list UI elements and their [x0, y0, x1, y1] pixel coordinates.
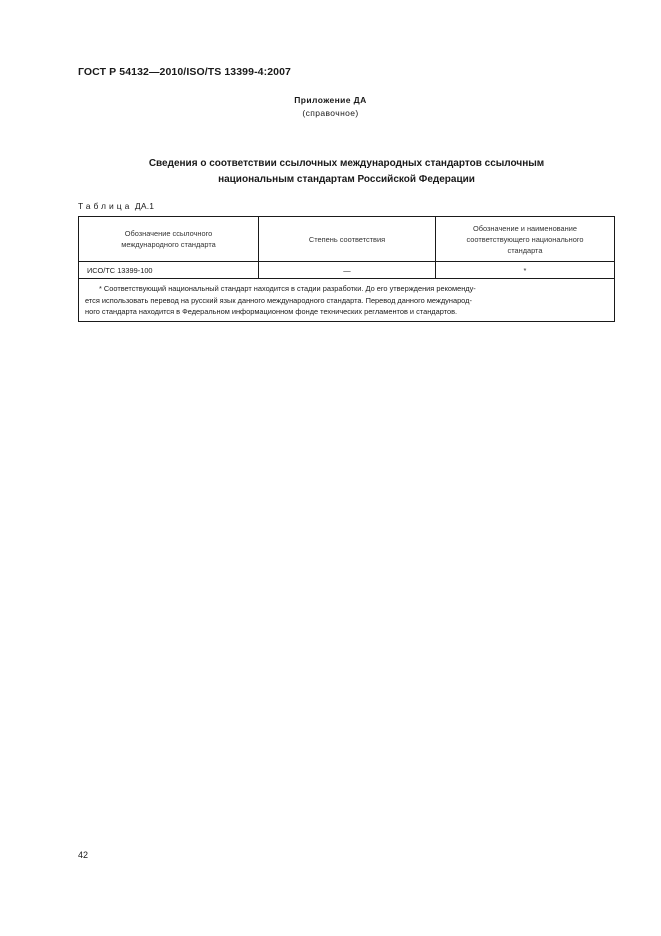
table-row [79, 262, 615, 279]
cell-national-standard: * [436, 262, 615, 279]
table-label-prefix: Таблица [78, 201, 133, 211]
table-label-number: ДА.1 [134, 201, 155, 211]
table-label [78, 201, 154, 211]
document-code: ГОСТ Р 54132—2010/ISO/TS 13399-4:2007 [78, 66, 291, 78]
section-title [78, 156, 615, 188]
note-line-3: ного стандарта находится в Федеральном информационном фонде технических регламентов и стандартов. [85, 307, 458, 316]
header-cell-national [436, 217, 615, 262]
header-national-line-2: соответствующего национального [466, 234, 584, 244]
header-national-line-3: стандарта [507, 245, 543, 255]
annex-title: Приложение ДА [294, 95, 367, 105]
cell-international-standard: ИСО/ТС 13399-100 [79, 262, 259, 279]
section-title-line-2: национальным стандартам Российской Федерации [218, 174, 475, 185]
note-line-2: ется использовать перевод на русский язык данного международного стандарта. Перевод данного международ- [85, 295, 472, 305]
header-international-line-2: международного стандарта [121, 240, 216, 249]
header-national-line-1: Обозначение и наименование [473, 223, 577, 233]
annex-subtitle: (справочное) [302, 108, 359, 118]
note-line-1: * Соответствующий национальный стандарт находится в стадии разработки. До его утверждения рекоменду- [99, 284, 476, 293]
header-degree-line-1: Степень соответствия [308, 234, 386, 244]
table-header-row [79, 217, 615, 262]
header-cell-international [79, 217, 259, 262]
cell-degree: — [259, 262, 436, 279]
table-note-row [79, 279, 615, 322]
table-note [79, 279, 615, 322]
correspondence-table [78, 216, 615, 322]
header-cell-degree [259, 217, 436, 262]
header-international-line-1: Обозначение ссылочного [124, 229, 213, 238]
page-number: 42 [78, 850, 89, 860]
section-title-line-1: Сведения о соответствии ссылочных международных стандартов ссылочным [148, 158, 545, 169]
